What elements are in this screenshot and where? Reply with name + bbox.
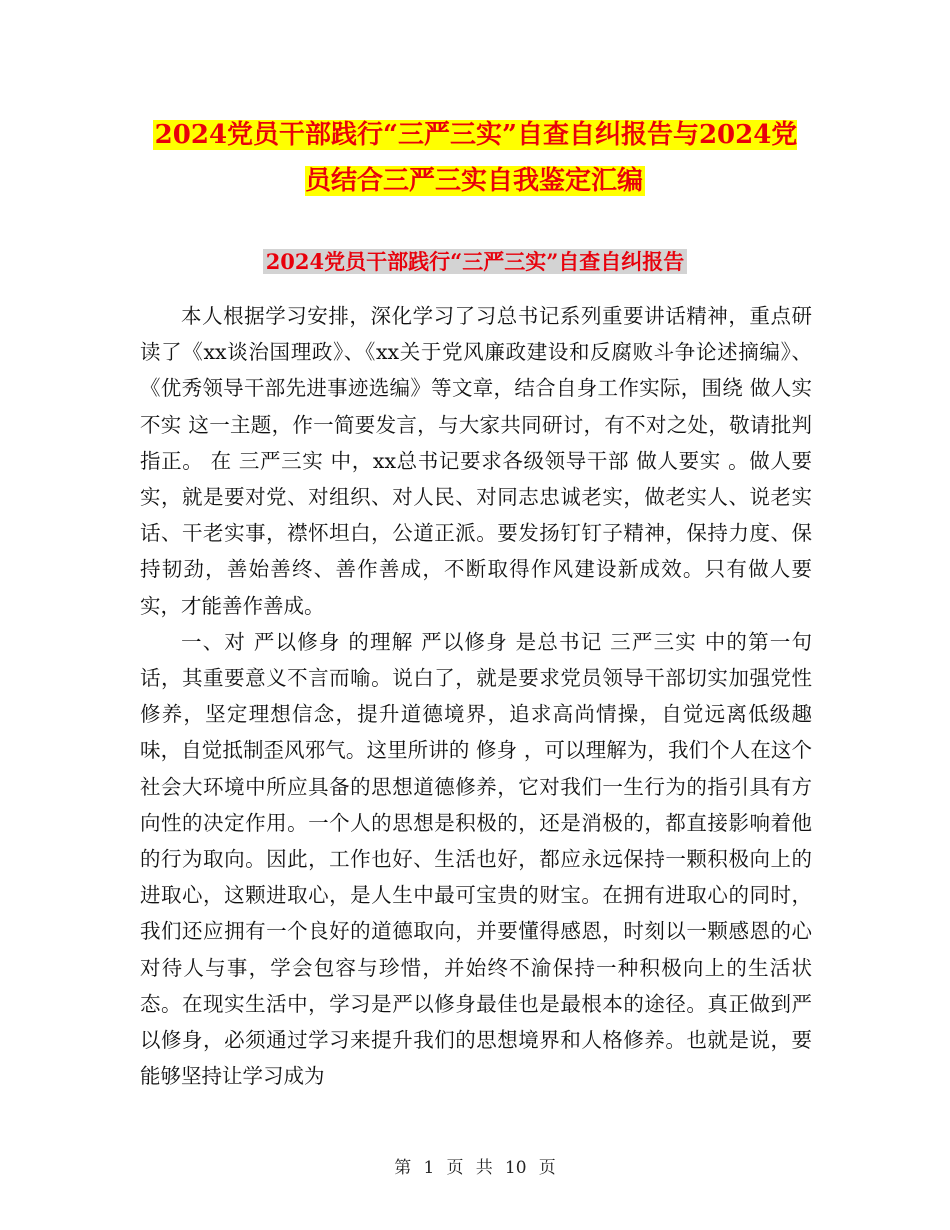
document-title-text: 2024党员干部践行“三严三实”自查自纠报告与2024党员结合三严三实自我鉴定汇编 xyxy=(154,120,798,196)
body-text xyxy=(140,298,812,1094)
paragraph-intro: 本人根据学习安排，深化学习了习总书记系列重要讲话精神，重点研读了《xx谈治国理政》、《xx关于党风廉政建设和反腐败斗争论述摘编》、《优秀领导干部先进事迹选编》等文章，结合自身工作实际，围绕 做人实不实 这一主题，作一简要发言，与大家共同研讨，有不对之处，敬请批判指正。 在 三严三实 中，xx总书记要求各级领导干部 做人要实 。做人要实，就是要对党、对组织、对人民、对同志忠诚老实，做老实人、说老实话、干老实事，襟怀坦白，公道正派。要发扬钉钉子精神，保持力度、保持韧劲，善始善终、善作善成，不断取得作风建设新成效。只有做人要实，才能善作善成。 xyxy=(140,304,812,618)
document-title xyxy=(140,112,810,204)
page-footer: 第 1 页 共 10 页 xyxy=(394,1158,556,1178)
paragraph-section-one: 一、对 严以修身 的理解 严以修身 是总书记 三严三实 中的第一句话，其重要意义不言而喻。说白了，就是要求党员领导干部切实加强党性修养，坚定理想信念，提升道德境界，追求高尚情操，自觉远离低级趣味，自觉抵制歪风邪气。这里所讲的 修身 ，可以理解为，我们个人在这个社会大环境中所应具备的思想道德修养，它对我们一生行为的指引具有方向性的决定作用。一个人的思想是积极的，还是消极的，都直接影响着他的行为取向。因此，工作也好、生活也好，都应永远保持一颗积极向上的进取心，这颗进取心，是人生中最可宝贵的财宝。在拥有进取心的同时，我们还应拥有一个良好的道德取向，并要懂得感恩，时刻以一颗感恩的心对待人与事，学会包容与珍惜，并始终不渝保持一种积极向上的生活状态。在现实生活中，学习是严以修身最佳也是最根本的途径。真正做到严以修身，必须通过学习来提升我们的思想境界和人格修养。也就是说，要能够坚持让学习成为 xyxy=(140,629,812,1089)
section-title xyxy=(140,244,810,280)
section-title-text: 2024党员干部践行“三严三实”自查自纠报告 xyxy=(263,249,688,274)
